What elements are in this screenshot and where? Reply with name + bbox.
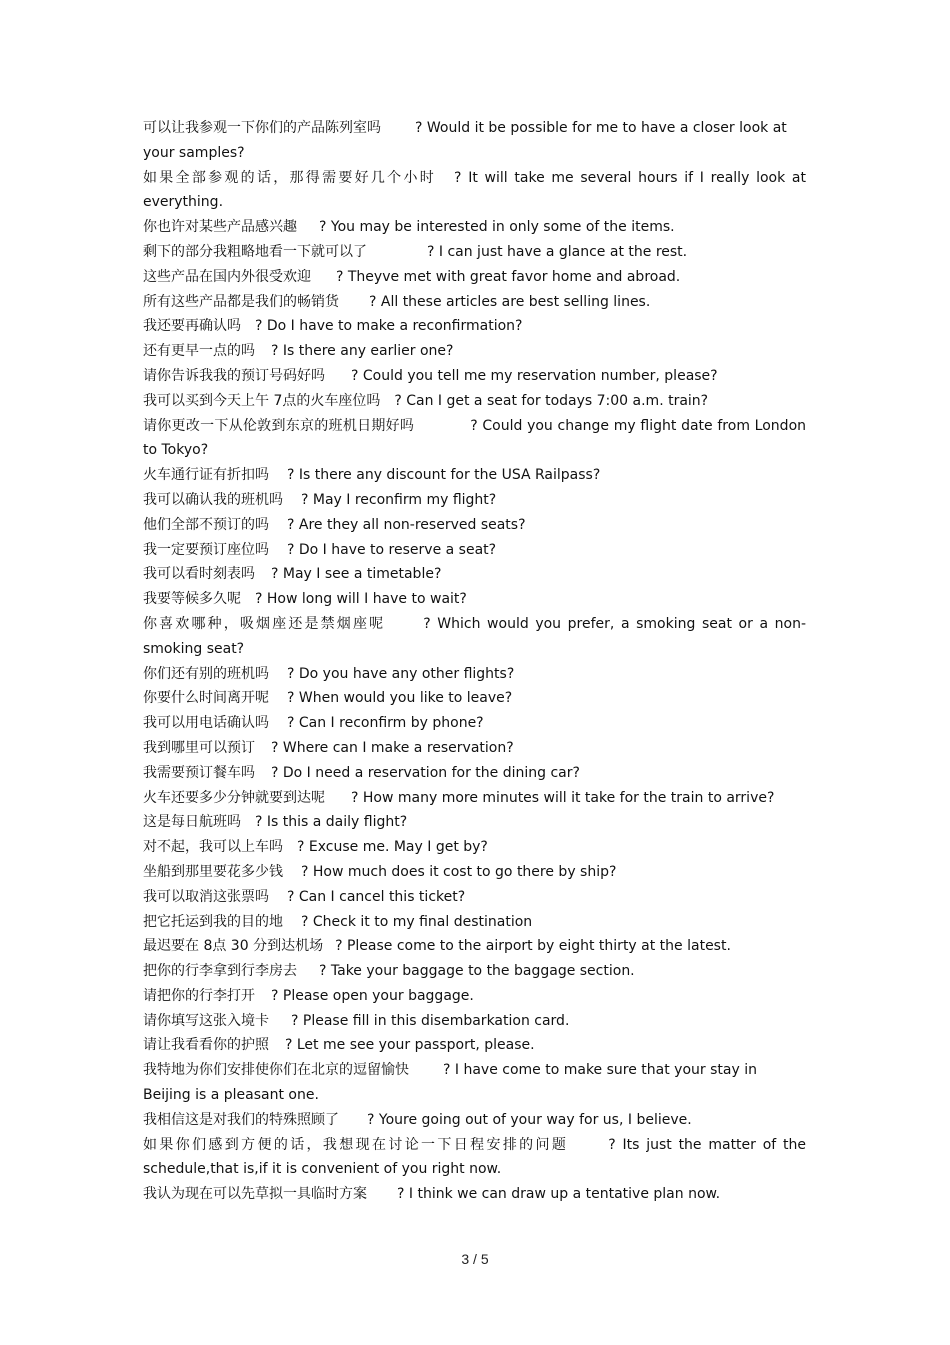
english-phrase: ? Please come to the airport by eight thirty at the latest.: [335, 938, 731, 955]
chinese-phrase: 我认为现在可以先草拟一具临时方案: [143, 1186, 367, 1203]
english-phrase: ? Check it to my final destination: [301, 913, 533, 930]
phrase-entry: [143, 959, 806, 984]
chinese-phrase: 可以让我参观一下你们的产品陈列室吗: [143, 120, 381, 136]
phrase-entry: [143, 1058, 806, 1108]
chinese-phrase: 我可以看时刻表吗: [143, 566, 255, 583]
chinese-phrase: 火车通行证有折扣吗: [143, 467, 269, 484]
phrase-entry: [143, 686, 806, 711]
chinese-phrase: 我还要再确认吗: [143, 318, 241, 335]
english-phrase: ? Can I get a seat for todays 7:00 a.m. train?: [394, 392, 709, 409]
phrase-list: [143, 116, 806, 1207]
phrase-entry: [143, 761, 806, 786]
phrase-entry: [143, 934, 806, 959]
chinese-phrase: 我可以买到今天上午 7点的火车座位吗: [143, 392, 381, 409]
phrase-entry: [143, 835, 806, 860]
chinese-phrase: 我一定要预订座位吗: [143, 541, 269, 558]
phrase-entry: [143, 662, 806, 687]
chinese-phrase: 还有更早一点的吗: [143, 343, 255, 360]
english-phrase: ? Do you have any other flights?: [287, 665, 515, 682]
phrase-entry: [143, 414, 806, 464]
english-phrase: ? Is this a daily flight?: [255, 814, 408, 831]
chinese-phrase: 你也许对某些产品感兴趣: [143, 219, 297, 236]
english-phrase: ? Please open your baggage.: [271, 987, 474, 1004]
chinese-phrase: 最迟要在 8点 30 分到达机场: [143, 938, 324, 955]
phrase-entry: [143, 314, 806, 339]
english-phrase: ? Could you tell me my reservation number, please?: [351, 367, 718, 384]
english-phrase: ? May I reconfirm my flight?: [301, 491, 497, 508]
chinese-phrase: 我可以用电话确认吗: [143, 715, 269, 732]
phrase-entry: [143, 513, 806, 538]
chinese-phrase: 坐船到那里要花多少钱: [143, 863, 283, 880]
chinese-phrase: 剩下的部分我粗略地看一下就可以了: [143, 243, 367, 260]
chinese-phrase: 这是每日航班吗: [143, 814, 241, 831]
phrase-entry: [143, 166, 806, 216]
english-phrase: ? I think we can draw up a tentative plan now.: [397, 1186, 721, 1203]
phrase-entry: [143, 860, 806, 885]
english-phrase: ? Please fill in this disembarkation card.: [291, 1012, 570, 1029]
english-phrase: ? I have come to make sure that your stay in Beijing is a pleasant one.: [143, 1062, 757, 1104]
phrase-entry: [143, 265, 806, 290]
phrase-entry: [143, 463, 806, 488]
english-phrase: ? Can I reconfirm by phone?: [287, 715, 484, 732]
chinese-phrase: 我可以确认我的班机吗: [143, 491, 283, 508]
chinese-phrase: 我要等候多久呢: [143, 591, 241, 608]
chinese-phrase: 把它托运到我的目的地: [143, 913, 283, 930]
chinese-phrase: 把你的行李拿到行李房去: [143, 963, 297, 980]
english-phrase: ? Is there any earlier one?: [271, 343, 454, 360]
english-phrase: ? Are they all non-reserved seats?: [287, 516, 526, 533]
english-phrase: ? You may be interested in only some of the items.: [319, 219, 675, 236]
chinese-phrase: 我特地为你们安排使你们在北京的逗留愉快: [143, 1062, 409, 1079]
english-phrase: ? Could you change my flight date from London to Tokyo?: [143, 417, 807, 459]
chinese-phrase: 我相信这是对我们的特殊照顾了: [143, 1111, 339, 1128]
english-phrase: ? Can I cancel this ticket?: [287, 888, 466, 905]
english-phrase: ? May I see a timetable?: [271, 566, 442, 583]
english-phrase: ? Take your baggage to the baggage section.: [319, 963, 635, 980]
chinese-phrase: 你要什么时间离开呢: [143, 690, 269, 707]
chinese-phrase: 火车还要多少分钟就要到达呢: [143, 789, 325, 806]
chinese-phrase: 请让我看看你的护照: [143, 1037, 269, 1054]
english-phrase: ? I can just have a glance at the rest.: [427, 243, 688, 260]
chinese-phrase: 请把你的行李打开: [143, 987, 255, 1004]
phrase-entry: [143, 885, 806, 910]
chinese-phrase: 如果你们感到方便的话，我想现在讨论一下日程安排的问题: [143, 1136, 569, 1153]
english-phrase: ? Youre going out of your way for us, I believe.: [367, 1111, 692, 1128]
english-phrase: ? Where can I make a reservation?: [271, 739, 514, 756]
phrase-entry: [143, 1108, 806, 1133]
chinese-phrase: 请你填写这张入境卡: [143, 1012, 269, 1029]
phrase-entry: [143, 1033, 806, 1058]
phrase-entry: [143, 339, 806, 364]
phrase-entry: [143, 1182, 806, 1207]
chinese-phrase: 我需要预订餐车吗: [143, 764, 255, 781]
chinese-phrase: 你喜欢哪种，吸烟座还是禁烟座呢: [143, 615, 386, 632]
phrase-entry: [143, 562, 806, 587]
english-phrase: ? How many more minutes will it take for the train to arrive?: [351, 789, 775, 806]
english-phrase: ? Which would you prefer, a smoking seat or a non-smoking seat?: [143, 615, 807, 657]
phrase-entry: [143, 910, 806, 935]
phrase-entry: [143, 736, 806, 761]
chinese-phrase: 我可以取消这张票吗: [143, 888, 269, 905]
phrase-entry: [143, 290, 806, 315]
english-phrase: ? Do I have to make a reconfirmation?: [255, 318, 523, 335]
chinese-phrase: 他们全部不预订的吗: [143, 516, 269, 533]
english-phrase: ? It will take me several hours if I really look at everything.: [143, 169, 807, 211]
phrase-entry: [143, 240, 806, 265]
english-phrase: ? Do I have to reserve a seat?: [287, 541, 497, 558]
phrase-entry: [143, 364, 806, 389]
phrase-entry: [143, 389, 806, 414]
phrase-entry: [143, 488, 806, 513]
english-phrase: ? When would you like to leave?: [287, 690, 513, 707]
english-phrase: ? Do I need a reservation for the dining car?: [271, 764, 580, 781]
english-phrase: ? All these articles are best selling lines.: [369, 293, 651, 310]
english-phrase: ? Excuse me. May I get by?: [297, 839, 488, 856]
phrase-entry: [143, 711, 806, 736]
english-phrase: ? How long will I have to wait?: [255, 591, 467, 608]
english-phrase: ? Would it be possible for me to have a closer look at your samples?: [143, 120, 787, 161]
chinese-phrase: 如果全部参观的话，那得需要好几个小时: [143, 169, 437, 186]
english-phrase: ? How much does it cost to go there by ship?: [301, 863, 617, 880]
chinese-phrase: 我到哪里可以预订: [143, 739, 255, 756]
chinese-phrase: 请你告诉我我的预订号码好吗: [143, 367, 325, 384]
phrase-entry: [143, 1133, 806, 1183]
phrase-entry: [143, 786, 806, 811]
phrase-entry: [143, 587, 806, 612]
phrase-entry: [143, 215, 806, 240]
page-number: 3 / 5: [461, 1251, 489, 1267]
phrase-entry: [143, 116, 806, 166]
chinese-phrase: 你们还有别的班机吗: [143, 665, 269, 682]
chinese-phrase: 这些产品在国内外很受欢迎: [143, 268, 311, 285]
phrase-entry: [143, 538, 806, 563]
english-phrase: ? Let me see your passport, please.: [285, 1037, 535, 1054]
phrase-entry: [143, 1009, 806, 1034]
english-phrase: ? Theyve met with great favor home and abroad.: [336, 268, 681, 285]
english-phrase: ? Is there any discount for the USA Railpass?: [287, 467, 601, 484]
chinese-phrase: 所有这些产品都是我们的畅销货: [143, 293, 339, 310]
phrase-entry: [143, 810, 806, 835]
english-phrase: ? Its just the matter of the schedule,that is,if it is convenient of you right now.: [143, 1136, 807, 1178]
phrase-entry: [143, 612, 806, 662]
chinese-phrase: 请你更改一下从伦敦到东京的班机日期好吗: [143, 417, 415, 434]
chinese-phrase: 对不起，我可以上车吗: [143, 839, 283, 856]
phrase-entry: [143, 984, 806, 1009]
